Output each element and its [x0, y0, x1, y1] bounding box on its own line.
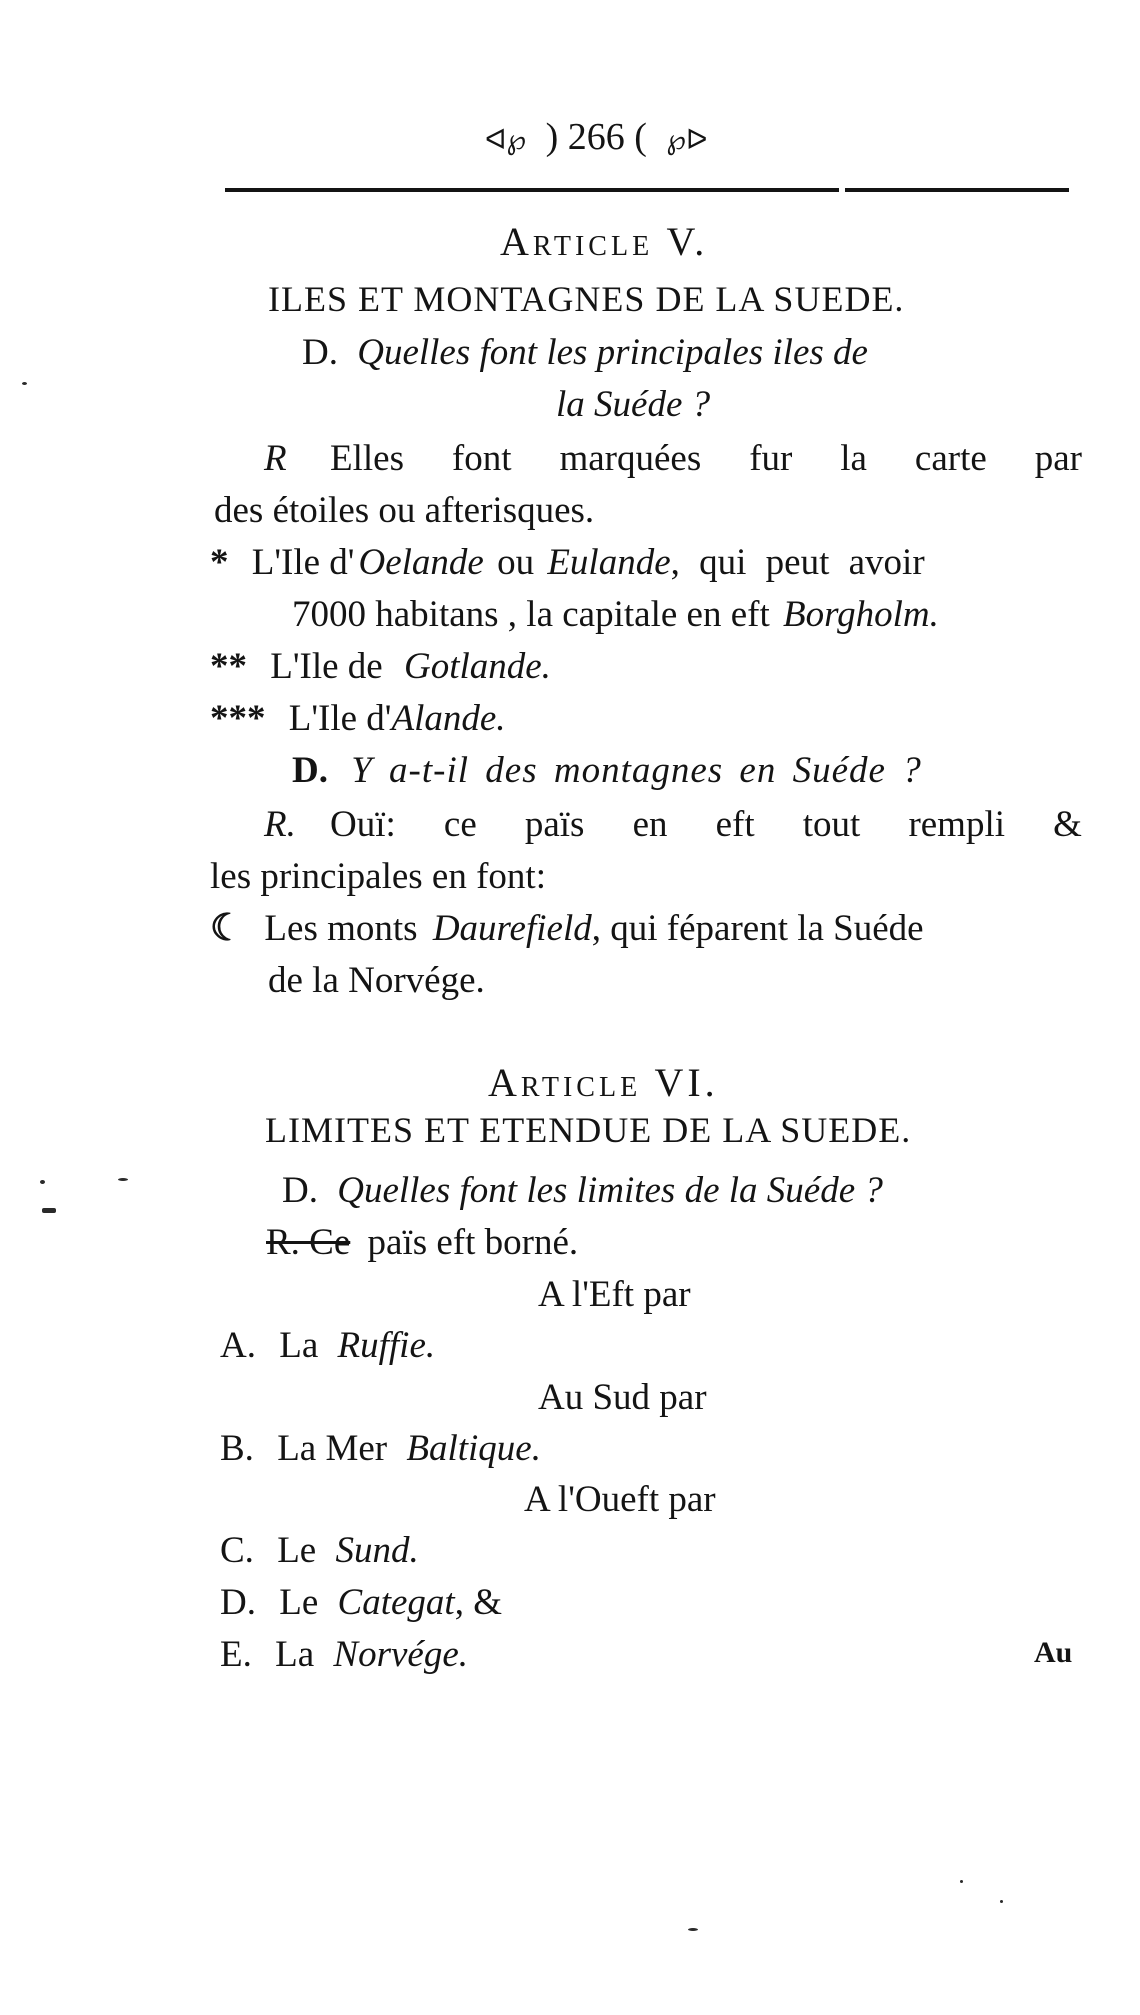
limit-letter: C.	[220, 1530, 254, 1571]
header-rule-left	[225, 188, 839, 192]
limit-b: B. La Mer Baltique.	[220, 1428, 541, 1469]
page-number: ) 266 (	[545, 116, 647, 158]
article-6-subtitle: LIMITES ET ETENDUE DE LA SUEDE.	[265, 1110, 912, 1150]
limit-letter: B.	[220, 1428, 254, 1469]
direction-east: A l'Eft par	[538, 1274, 691, 1315]
island-2: ** L'Ile de Gotlande.	[210, 646, 551, 687]
limit-a: A. La Ruffie.	[220, 1325, 436, 1366]
question-2	[292, 752, 922, 789]
answer-3: R. Ce païs eft borné.	[266, 1222, 579, 1263]
mountains-1-line-2: de la Norvége.	[268, 960, 485, 1001]
page-header	[485, 118, 707, 156]
answer-2-line-2: les principales en font:	[210, 856, 546, 897]
limit-letter: A.	[220, 1325, 256, 1366]
island-1-line-2: 7000 habitans , la capitale en eft Borgholm.	[292, 594, 939, 635]
asterisk-marker: *	[210, 542, 229, 583]
question-1-line-1	[302, 334, 868, 371]
triple-asterisk-marker: ***	[210, 698, 266, 739]
article-6-heading: Article VI.	[488, 1060, 719, 1105]
article-5-heading: Article V.	[500, 219, 709, 264]
scan-speck	[42, 1208, 56, 1213]
scan-speck	[22, 382, 27, 385]
question-label: D.	[302, 332, 338, 373]
question-3	[282, 1172, 883, 1209]
mountains-1-line-1: ☾ Les monts Daurefield, qui féparent la Suéde	[210, 908, 924, 949]
scan-speck	[688, 1928, 698, 1931]
question-label: D.	[292, 750, 328, 791]
island-3: *** L'Ile d'Alande.	[210, 698, 506, 739]
answer-label-struck: R. Ce	[266, 1222, 351, 1263]
right-ornament-icon: ℘ᐅ	[666, 125, 708, 156]
question-text: Quelles font les principales iles de	[357, 332, 868, 373]
scan-speck	[960, 1880, 963, 1883]
question-1-line-2: la Suéde ?	[556, 384, 711, 425]
direction-south: Au Sud par	[538, 1377, 707, 1418]
question-label: D.	[282, 1170, 318, 1211]
question-text: Y a-t-il des montagnes en Suéde ?	[351, 750, 922, 791]
left-ornament-icon: ᐊ℘	[485, 125, 527, 156]
answer-1-line-2: des étoiles ou afterisques.	[214, 490, 595, 531]
scan-speck	[1000, 1900, 1003, 1903]
limit-e: E. La Norvége.	[220, 1634, 468, 1675]
answer-2-label: R.	[264, 804, 296, 845]
scan-speck	[40, 1180, 45, 1184]
limit-letter: D.	[220, 1582, 256, 1623]
catchword: Au	[1034, 1636, 1073, 1669]
question-text: Quelles font les limites de la Suéde ?	[337, 1170, 883, 1211]
double-asterisk-marker: **	[210, 646, 247, 687]
answer-1-label: R	[264, 438, 287, 479]
answer-2-line-1: Ouï: ce païs en eft tout rempli &	[330, 804, 1082, 845]
scan-speck	[118, 1178, 128, 1181]
limit-d: D. Le Categat, &	[220, 1582, 502, 1623]
direction-west: A l'Oueft par	[524, 1479, 716, 1520]
limit-letter: E.	[220, 1634, 252, 1675]
header-rule-right	[845, 188, 1069, 192]
limit-c: C. Le Sund.	[220, 1530, 419, 1571]
answer-1-line-1: Elles font marquées fur la carte par	[330, 438, 1082, 479]
island-1-line-1: * L'Ile d' Oelande ou Eulande, qui peut avoir	[210, 542, 925, 583]
article-5-subtitle: ILES ET MONTAGNES DE LA SUEDE.	[268, 279, 905, 319]
crescent-marker-icon: ☾	[210, 908, 244, 949]
